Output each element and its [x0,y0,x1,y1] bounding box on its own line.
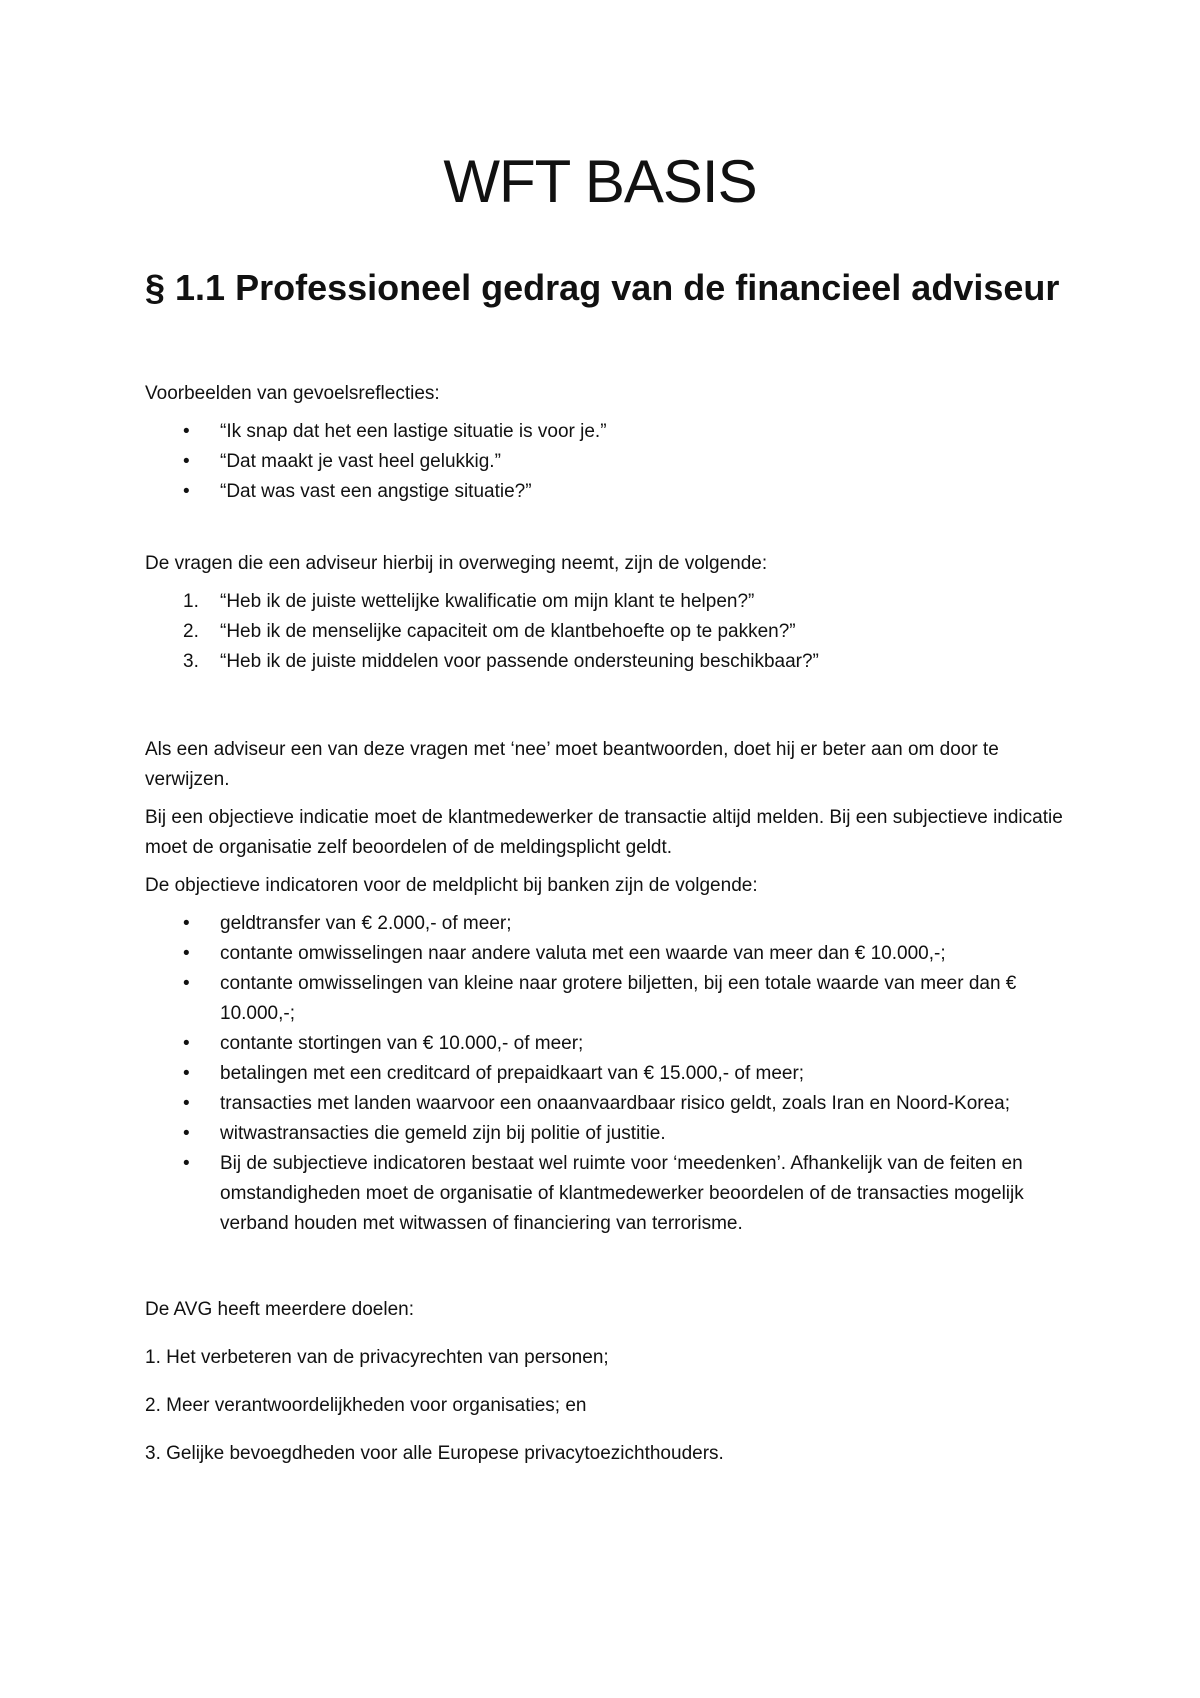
list-item-text: “Ik snap dat het een lastige situatie is voor je.” [220,421,607,442]
list-item [145,617,1065,647]
questions-intro: De vragen die een adviseur hierbij in overweging neemt, zijn de volgende: [145,553,768,574]
list-item-text: transacties met landen waarvoor een onaanvaardbaar risico geldt, zoals Iran en Noord-Korea; [220,1093,1011,1114]
list-item-text: witwastransacties die gemeld zijn bij politie of justitie. [220,1123,666,1144]
list-item [145,477,1065,507]
avg-intro: De AVG heeft meerdere doelen: [145,1299,414,1320]
bullet-icon: • [183,1063,190,1084]
avg-goal: 3. Gelijke bevoegdheden voor alle Europese privacytoezichthouders. [145,1443,724,1464]
list-item [145,587,1065,617]
bullet-icon: • [183,913,190,934]
bullet-icon: • [183,973,190,994]
list-item [145,1089,1065,1119]
section-heading: § 1.1 Professioneel gedrag van de financieel adviseur [145,267,1060,308]
list-item [145,939,1065,969]
list-item [145,1149,1065,1239]
list-number: 1. [183,591,199,612]
list-item-text: geldtransfer van € 2.000,- of meer; [220,913,512,934]
list-item [145,909,1065,939]
feelings-intro: Voorbeelden van gevoelsreflecties: [145,383,440,404]
list-item-text: “Heb ik de juiste middelen voor passende ondersteuning beschikbaar?” [220,651,819,672]
bullet-icon: • [183,1123,190,1144]
list-item-text: betalingen met een creditcard of prepaidkaart van € 15.000,- of meer; [220,1063,805,1084]
bullet-icon: • [183,421,190,442]
questions-list [145,587,1065,677]
list-item [145,1029,1065,1059]
bullet-icon: • [183,943,190,964]
document-title: WFT BASIS [443,148,757,215]
list-number: 2. [183,621,199,642]
document-body [145,379,1065,1469]
indicators-list [145,909,1065,1239]
list-number: 3. [183,651,199,672]
list-item-text: contante omwisselingen van kleine naar grotere biljetten, bij een totale waarde van meer dan € 10.000,-; [220,973,1017,1024]
list-item [145,1119,1065,1149]
list-item-text: contante omwisselingen naar andere valuta met een waarde van meer dan € 10.000,-; [220,943,946,964]
refer-paragraph: Als een adviseur een van deze vragen met ‘nee’ moet beantwoorden, doet hij er beter aan om door te verwijzen. [145,739,999,790]
avg-goal: 1. Het verbeteren van de privacyrechten van personen; [145,1347,609,1368]
feelings-list [145,417,1065,507]
list-item [145,447,1065,477]
list-item-text: Bij de subjectieve indicatoren bestaat wel ruimte voor ‘meedenken’. Afhankelijk van de feiten en omstandigheden moet de organisatie of klantmedewerker beoordelen of de transacties mogelijk verband houden met witwassen of financiering van terrorisme. [220,1153,1024,1234]
list-item [145,417,1065,447]
avg-goal: 2. Meer verantwoordelijkheden voor organisaties; en [145,1395,587,1416]
bullet-icon: • [183,1093,190,1114]
list-item-text: “Heb ik de juiste wettelijke kwalificatie om mijn klant te helpen?” [220,591,755,612]
bullet-icon: • [183,481,190,502]
list-item-text: “Dat maakt je vast heel gelukkig.” [220,451,501,472]
list-item [145,1059,1065,1089]
indicators-intro: De objectieve indicatoren voor de meldplicht bij banken zijn de volgende: [145,875,758,896]
bullet-icon: • [183,1153,190,1174]
list-item-text: “Dat was vast een angstige situatie?” [220,481,532,502]
indication-paragraph: Bij een objectieve indicatie moet de klantmedewerker de transactie altijd melden. Bij een subjectieve indicatie moet de organisatie zelf beoordelen of de meldingsplicht geldt. [145,807,1063,858]
bullet-icon: • [183,451,190,472]
list-item [145,647,1065,677]
bullet-icon: • [183,1033,190,1054]
list-item [145,969,1065,1029]
list-item-text: contante stortingen van € 10.000,- of meer; [220,1033,584,1054]
list-item-text: “Heb ik de menselijke capaciteit om de klantbehoefte op te pakken?” [220,621,796,642]
